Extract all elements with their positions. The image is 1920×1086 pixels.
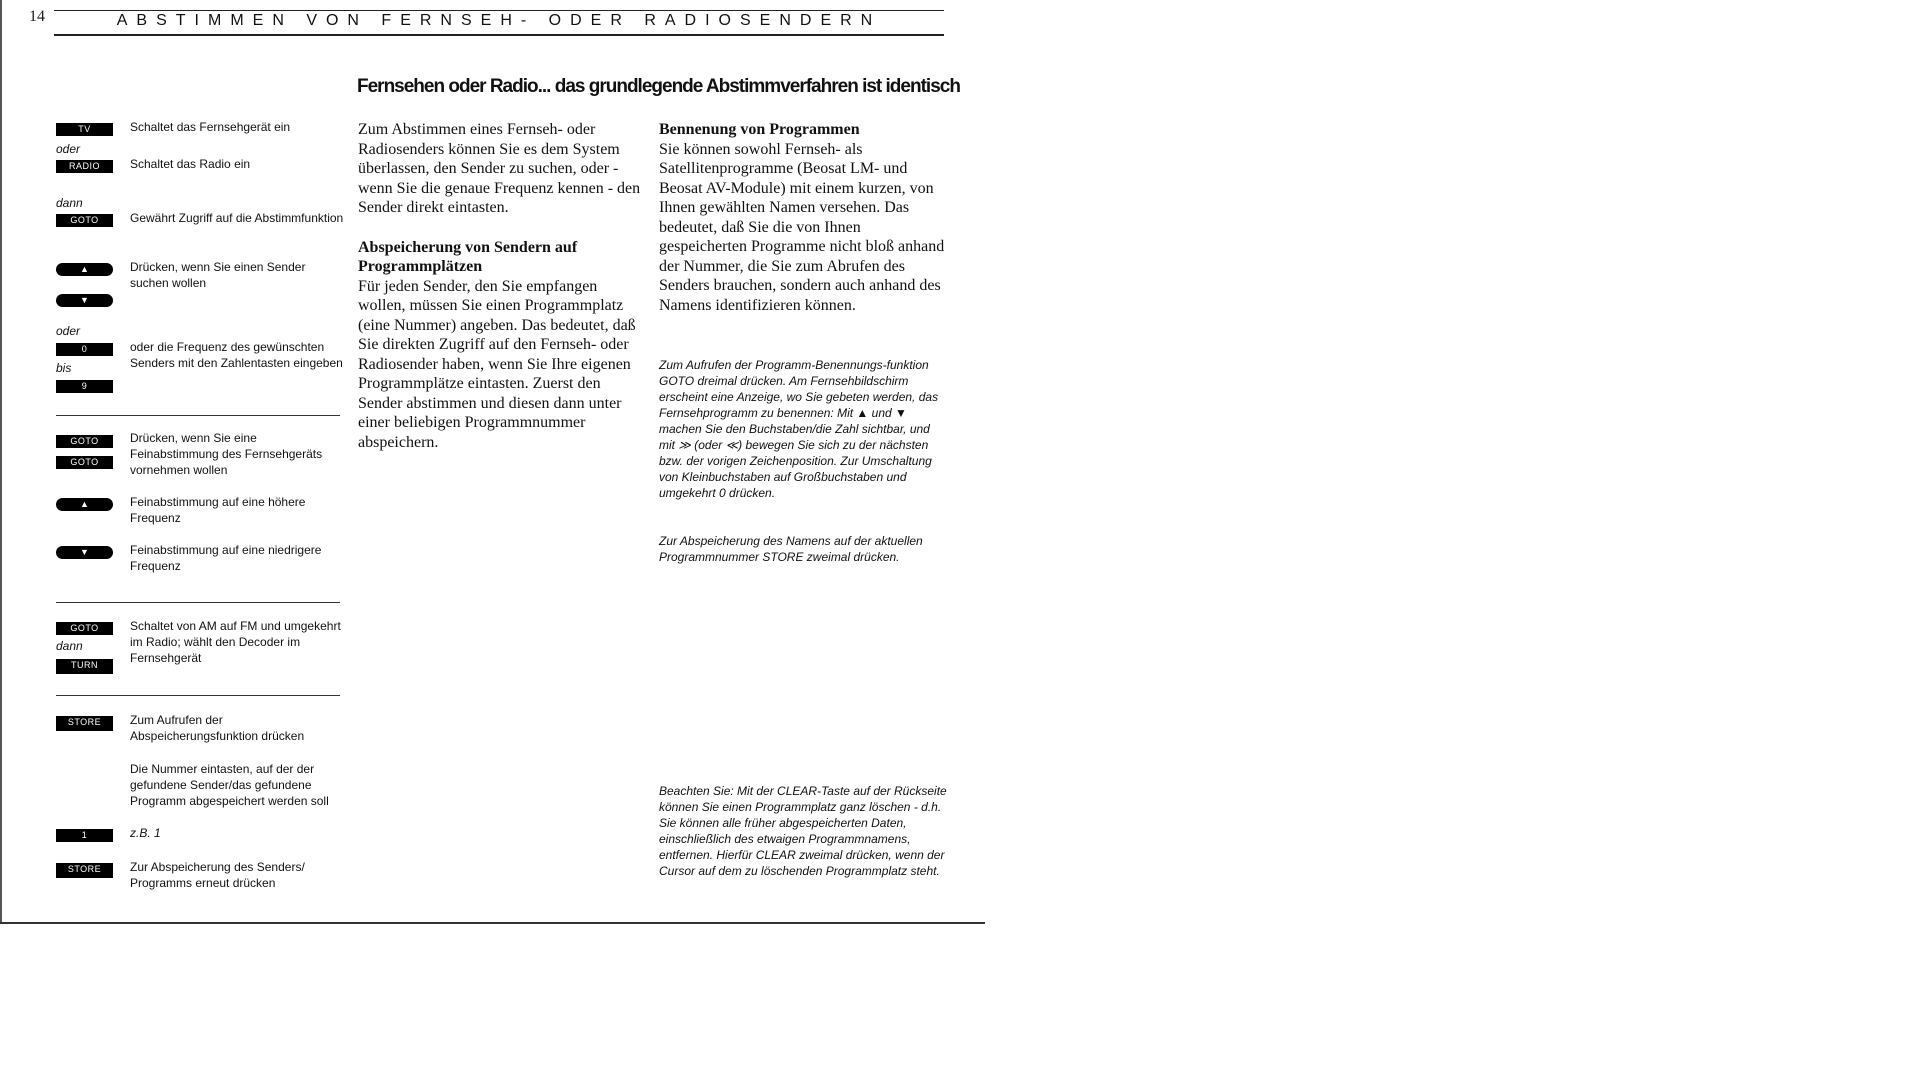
sidebar-item-frequency: oder die Frequenz des gewünschten Senders mit den Zahlentasten eingeben: [130, 340, 343, 370]
radio-key: RADIO: [56, 160, 113, 173]
joiner-dann: dann: [56, 639, 83, 653]
divider: [56, 695, 340, 696]
sidebar-item-goto: Gewährt Zugriff auf die Abstimmfunktion: [130, 211, 344, 225]
naming-paragraph: Sie können sowohl Fernseh- als Satellitenprogramme (Beosat LM- und Beosat AV-Module) mit einem kurzen, von Ihnen gewählten Namen versehen. Das bedeutet, daß Sie die von Ihnen gespeicherten Programme nicht bloß anhand der Nummer, die Sie zum Abrufen des Senders brauchen, sondern auch anhand des Namens identifizieren können.: [659, 140, 945, 314]
header-rule-bottom: [54, 34, 944, 36]
manual-page: [0, 0, 985, 924]
joiner-oder: oder: [56, 324, 81, 338]
storage-paragraph: Für jeden Sender, den Sie empfangen wollen, müssen Sie einen Programmplatz (eine Nummer) angeben. Das bedeutet, daß Sie direkten Zugriff auf den Fernseh- oder Radiosender haben, wenn Sie Ihre eigenen Programmplätze eintasten. Zuerst den Sender abstimmen und diesen dann unter einer beliebigen Programmnummer abspeichern.: [358, 277, 636, 451]
sidebar-item-fine-tuning: Drücken, wenn Sie eine Feinabstimmung des Fernsehgeräts vornehmen wollen: [130, 431, 323, 477]
sidebar-item-store-again: Zur Abspeicherung des Senders/ Programms erneut drücken: [130, 860, 305, 890]
sidebar-item-higher-frequency: Feinabstimmung auf eine höhere Frequenz: [130, 495, 306, 525]
clear-key-note: Beachten Sie: Mit der CLEAR-Taste auf der Rückseite können Sie einen Programmplatz ganz löschen - d.h. Sie können alle früher abgespeicherten Daten, einschließlich des etwaigen Programmnamens, entfernen. Hierfür CLEAR zweimal drücken, wenn der Cursor auf dem zu löschenden Programmplatz steht.: [659, 784, 947, 878]
section-title: ABSTIMMEN VON FERNSEH- ODER RADIOSENDERN: [116, 12, 882, 29]
page-headline: Fernsehen oder Radio... das grundlegende Abstimmverfahren ist identisch: [357, 76, 960, 97]
sidebar-item-am-fm: Schaltet von AM auf FM und umgekehrt im Radio; wählt den Decoder im Fernsehgerät: [130, 619, 341, 665]
sidebar-item-radio: Schaltet das Radio ein: [130, 157, 251, 171]
page-number: 14: [29, 8, 45, 25]
section-heading: Bennenung von Programmen: [659, 121, 860, 138]
goto-key: GOTO: [56, 622, 113, 635]
sidebar-item-enter-number: Die Nummer eintasten, auf der der gefundene Sender/das gefundene Programm abgespeichert werden soll: [130, 762, 329, 808]
goto-key: GOTO: [56, 456, 113, 469]
sidebar-item-tv: Schaltet das Fernsehgerät ein: [130, 120, 291, 134]
divider: [56, 602, 340, 603]
divider: [56, 415, 340, 416]
goto-key: GOTO: [56, 214, 113, 227]
page-border-bottom: [0, 922, 985, 924]
store-name-note: Zur Abspeicherung des Namens auf der aktuellen Programmnummer STORE zweimal drücken.: [659, 534, 923, 564]
middle-column: [358, 120, 648, 452]
digit-9-key: 9: [56, 380, 113, 393]
joiner-oder: oder: [56, 142, 81, 156]
sidebar-item-store: Zum Aufrufen der Abspeicherungsfunktion drücken: [130, 713, 305, 743]
down-arrow-key-icon: ▼: [56, 546, 113, 559]
joiner-bis: bis: [56, 361, 72, 375]
joiner-dann: dann: [56, 196, 83, 210]
store-key: STORE: [56, 863, 113, 876]
header-rule-top: [54, 10, 944, 11]
down-arrow-key-icon: ▼: [56, 294, 113, 307]
digit-1-key: 1: [56, 829, 113, 842]
turn-key: TURN: [56, 659, 113, 672]
sidebar-item-search: Drücken, wenn Sie einen Sender suchen wollen: [130, 260, 306, 290]
tv-key: TV: [56, 123, 113, 136]
up-arrow-key-icon: ▲: [56, 263, 113, 276]
section-heading: Abspeicherung von Sendern auf Programmplätzen: [358, 238, 578, 275]
right-column: [659, 120, 949, 315]
up-arrow-key-icon: ▲: [56, 498, 113, 511]
goto-key: GOTO: [56, 435, 113, 448]
digit-0-key: 0: [56, 343, 113, 356]
example-label: z.B. 1: [130, 826, 161, 840]
sidebar-item-lower-frequency: Feinabstimmung auf eine niedrigere Frequenz: [130, 543, 322, 573]
page-border-left: [0, 0, 2, 924]
intro-paragraph: Zum Abstimmen eines Fernseh- oder Radiosenders können Sie es dem System überlassen, den Sender zu suchen, oder - wenn Sie die genaue Frequenz kennen - den Sender direkt eintasten.: [358, 121, 641, 216]
store-key: STORE: [56, 716, 113, 729]
naming-instructions-note: Zum Aufrufen der Programm-Benennungs-funktion GOTO dreimal drücken. Am Fernsehbildschirm erscheint eine Anzeige, wo Sie gebeten werden, das Fernsehprogramm zu benennen: Mit ▲ und ▼ machen Sie den Buchstaben/die Zahl sichtbar, und mit ≫ (oder ≪) bewegen Sie sich zu der nächsten bzw. der vorigen Zeichenposition. Zur Umschaltung von Kleinbuchstaben auf Großbuchstaben und umgekehrt 0 drücken.: [659, 358, 939, 500]
